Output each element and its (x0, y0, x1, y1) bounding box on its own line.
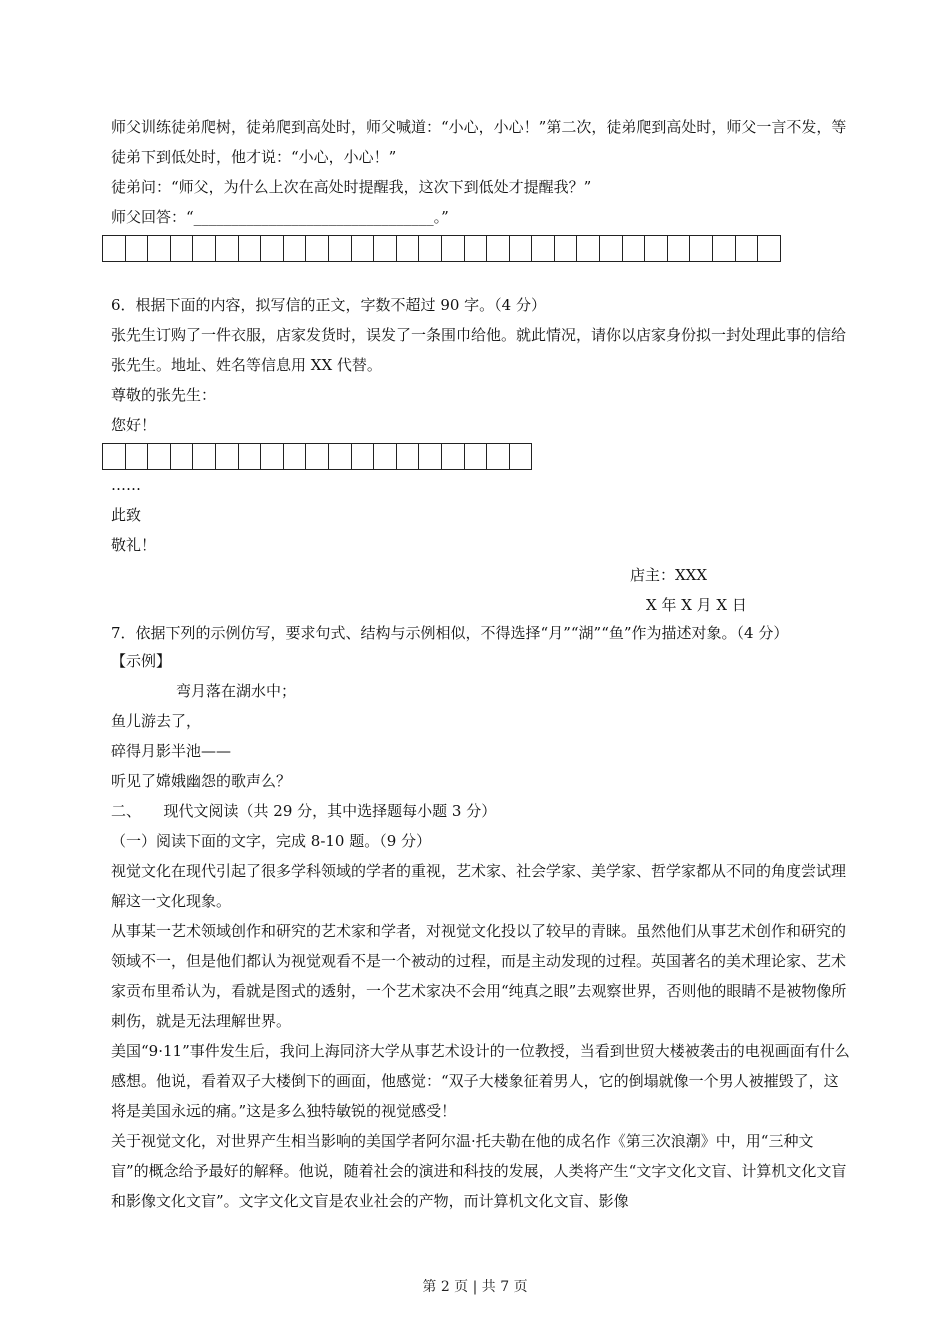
grid-cell[interactable] (623, 235, 646, 262)
q6-ellipsis: …… (111, 476, 141, 494)
grid-cell[interactable] (216, 443, 239, 470)
q5-paragraph-2: 徒弟问：“师父，为什么上次在高处时提醒我，这次下到低处才提醒我？” (111, 178, 592, 196)
section-2-heading: 二、 现代文阅读（共 29 分，其中选择题每小题 3 分） (111, 802, 497, 820)
grid-cell[interactable] (261, 235, 284, 262)
q6-salutation: 尊敬的张先生： (111, 386, 217, 404)
document-body (111, 112, 851, 1216)
q5-paragraph-1: 师父训练徒弟爬树，徒弟爬到高处时，师父喊道：“小心，小心！”第二次，徒弟爬到高处时，师父一言不发，等徒弟下到低处时，他才说：“小心，小心！” (111, 118, 847, 166)
grid-cell[interactable] (103, 443, 126, 470)
grid-cell[interactable] (261, 443, 284, 470)
passage-paragraph-4: 关于视觉文化，对世界产生相当影响的美国学者阿尔温·托夫勒在他的成名作《第三次浪潮》中，用“三种文盲”的概念给予最好的解释。他说，随着社会的演进和科技的发展，人类将产生“文字文化文盲、计算机文化文盲和影像文化文盲”。文字文化文盲是农业社会的产物，而计算机文化文盲、影像 (111, 1132, 847, 1210)
passage-paragraph-2: 从事某一艺术领域创作和研究的艺术家和学者，对视觉文化投以了较早的青睐。虽然他们从事艺术创作和研究的领域不一，但是他们都认为视觉观看不是一个被动的过程，而是主动发现的过程。英国著名的美术理论家、艺术家贡布里希认为，看就是图式的透射，一个艺术家决不会用“纯真之眼”去观察世界，否则他的眼睛不是被物像所刺伤，就是无法理解世界。 (111, 922, 847, 1030)
grid-cell[interactable] (577, 235, 600, 262)
grid-cell[interactable] (600, 235, 623, 262)
grid-cell[interactable] (148, 443, 171, 470)
q7-example-line-1: 弯月落在湖水中； (176, 682, 297, 700)
grid-cell[interactable] (306, 235, 329, 262)
grid-cell[interactable] (284, 235, 307, 262)
grid-cell[interactable] (419, 443, 442, 470)
grid-cell[interactable] (487, 443, 510, 470)
grid-cell[interactable] (126, 235, 149, 262)
grid-cell[interactable] (239, 443, 262, 470)
grid-cell[interactable] (329, 443, 352, 470)
grid-cell[interactable] (442, 235, 465, 262)
grid-cell[interactable] (397, 235, 420, 262)
q7-example-line-4: 听见了嫦娥幽怨的歌声么？ (111, 772, 292, 790)
section-2-subheading: （一）阅读下面的文字，完成 8-10 题。（9 分） (111, 832, 432, 850)
q6-greeting: 您好！ (111, 416, 157, 434)
grid-cell[interactable] (442, 443, 465, 470)
q6-description: 张先生订购了一件衣服，店家发货时，误发了一条围巾给他。就此情况，请你以店家身份拟一封处理此事的信给张先生。地址、姓名等信息用 XX 代替。 (111, 326, 847, 374)
grid-cell[interactable] (668, 235, 691, 262)
grid-cell[interactable] (352, 235, 375, 262)
q5-answer-grid[interactable] (102, 235, 851, 262)
grid-cell[interactable] (329, 235, 352, 262)
passage-paragraph-1: 视觉文化在现代引起了很多学科领域的学者的重视，艺术家、社会学家、美学家、哲学家都从不同的角度尝试理解这一文化现象。 (111, 862, 847, 910)
grid-cell[interactable] (487, 235, 510, 262)
page-footer: 第 2 页 | 共 7 页 (422, 1279, 528, 1295)
grid-cell[interactable] (216, 235, 239, 262)
q7-example-line-2: 鱼儿游去了， (111, 712, 202, 730)
grid-cell[interactable] (397, 443, 420, 470)
q6-closing-2: 敬礼！ (111, 536, 157, 554)
q6-signer: 店主：XXX (630, 566, 708, 584)
q6-date: X 年 X 月 X 日 (646, 596, 747, 614)
q6-answer-grid[interactable] (102, 443, 851, 470)
grid-cell[interactable] (171, 443, 194, 470)
q6-closing-1: 此致 (111, 506, 142, 524)
grid-cell[interactable] (352, 443, 375, 470)
grid-cell[interactable] (374, 443, 397, 470)
grid-cell[interactable] (510, 443, 533, 470)
q5-answer-prompt: 师父回答：“________________________________。” (111, 208, 449, 226)
grid-cell[interactable] (239, 235, 262, 262)
grid-cell[interactable] (736, 235, 759, 262)
q7-example-label: 【示例】 (111, 652, 172, 670)
passage-paragraph-3: 美国“9·11”事件发生后，我问上海同济大学从事艺术设计的一位教授，当看到世贸大楼被袭击的电视画面有什么感想。他说，看着双子大楼倒下的画面，他感觉：“双子大楼象征着男人，它的倒塌就像一个男人被摧毁了，这将是美国永远的痛。”这是多么独特敏锐的视觉感受！ (111, 1042, 850, 1120)
grid-cell[interactable] (419, 235, 442, 262)
q7-example-line-3: 碎得月影半池—— (111, 742, 232, 760)
grid-cell[interactable] (171, 235, 194, 262)
grid-cell[interactable] (758, 235, 781, 262)
q7-title: 7．依据下列的示例仿写，要求句式、结构与示例相似，不得选择“月”“湖”“鱼”作为描述对象。（4 分） (111, 624, 789, 642)
grid-cell[interactable] (148, 235, 171, 262)
grid-cell[interactable] (193, 443, 216, 470)
grid-cell[interactable] (645, 235, 668, 262)
grid-cell[interactable] (126, 443, 149, 470)
grid-cell[interactable] (465, 235, 488, 262)
grid-cell[interactable] (555, 235, 578, 262)
q6-title: 6．根据下面的内容，拟写信的正文，字数不超过 90 字。（4 分） (111, 296, 546, 314)
grid-cell[interactable] (193, 235, 216, 262)
grid-cell[interactable] (103, 235, 126, 262)
grid-cell[interactable] (510, 235, 533, 262)
grid-cell[interactable] (532, 235, 555, 262)
grid-cell[interactable] (713, 235, 736, 262)
grid-cell[interactable] (690, 235, 713, 262)
grid-cell[interactable] (465, 443, 488, 470)
grid-cell[interactable] (374, 235, 397, 262)
grid-cell[interactable] (306, 443, 329, 470)
grid-cell[interactable] (284, 443, 307, 470)
